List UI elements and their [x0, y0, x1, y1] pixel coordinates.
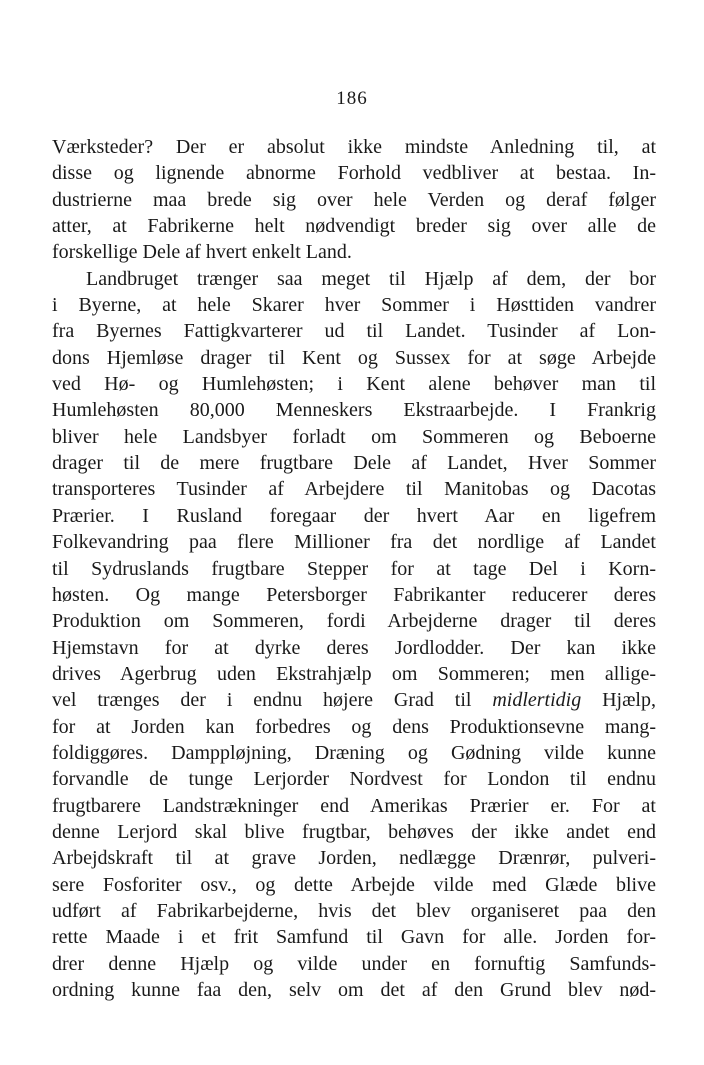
text-line: ved Hø- og Humlehøsten; i Kent alene behøver man til [52, 373, 656, 396]
text-line: bliver hele Landsbyer forladt om Sommeren og Beboerne [52, 425, 656, 448]
text-line: udført af Fabrikarbejderne, hvis det blev organiseret paa den [52, 899, 656, 922]
text-line: i Byerne, at hele Skarer hver Sommer i Høsttiden vandrer [52, 294, 656, 317]
text-line: drives Agerbrug uden Ekstrahjælp om Sommeren; men allige- [52, 662, 656, 685]
text-line: Humlehøsten 80,000 Menneskers Ekstraarbejde. I Frankrig [52, 399, 656, 422]
text-line: forvandle de tunge Lerjorder Nordvest for London til endnu [52, 768, 656, 791]
text-segment: vel trænges der i endnu højere Grad til [52, 689, 493, 712]
text-line: drer denne Hjælp og vilde under en fornuftig Samfunds- [52, 952, 656, 975]
text-line: dustrierne maa brede sig over hele Verden og deraf følger [52, 188, 656, 211]
text-line: Arbejdskraft til at grave Jorden, nedlægge Drænrør, pulveri- [52, 847, 656, 870]
text-segment: Hjælp, [581, 689, 656, 712]
text-line: Folkevandring paa flere Millioner fra det nordlige af Landet [52, 531, 656, 554]
text-line: transporteres Tusinder af Arbejdere til Manitobas og Dacotas [52, 478, 656, 501]
text-line: disse og lignende abnorme Forhold vedbliver at bestaa. In- [52, 162, 656, 185]
text-line: Hjemstavn for at dyrke deres Jordlodder. Der kan ikke [52, 636, 656, 659]
text-line: atter, at Fabrikerne helt nødvendigt breder sig over alle de [52, 215, 656, 238]
text-line: høsten. Og mange Petersborger Fabrikanter reducerer deres [52, 583, 656, 606]
italic-text: midlertidig [492, 689, 582, 712]
text-line: rette Maade i et frit Samfund til Gavn for alle. Jorden for- [52, 926, 656, 949]
text-line: dons Hjemløse drager til Kent og Sussex for at søge Arbejde [52, 346, 656, 369]
text-line: foldiggøres. Damppløjning, Dræning og Gødning vilde kunne [52, 741, 656, 764]
text-line: drager til de mere frugtbare Dele af Landet, Hver Sommer [52, 452, 656, 475]
text-line: forskellige Dele af hvert enkelt Land. [52, 241, 352, 264]
text-line [52, 687, 656, 713]
text-line: frugtbarere Landstrækninger end Amerikas Prærier er. For at [52, 794, 656, 817]
text-line: Produktion om Sommeren, fordi Arbejderne drager til deres [52, 610, 656, 633]
text-line: ordning kunne faa den, selv om det af den Grund blev nød- [52, 979, 656, 1001]
text-line: fra Byernes Fattigkvarterer ud til Landet. Tusinder af Lon- [52, 320, 656, 343]
text-line: Værksteder? Der er absolut ikke mindste Anledning til, at [52, 136, 656, 158]
text-line: for at Jorden kan forbedres og dens Produktionsevne mang- [52, 715, 656, 738]
text-line: til Sydruslands frugtbare Stepper for at tage Del i Korn- [52, 557, 656, 580]
body-text [52, 134, 656, 1003]
text-line: Prærier. I Rusland foregaar der hvert Aar en ligefrem [52, 504, 656, 527]
text-line: sere Fosforiter osv., og dette Arbejde vilde med Glæde blive [52, 873, 656, 896]
text-line: Landbruget trænger saa meget til Hjælp af dem, der bor [86, 267, 656, 290]
text-line: denne Lerjord skal blive frugtbar, behøves der ikke andet end [52, 820, 656, 843]
page-number: 186 [336, 88, 368, 109]
